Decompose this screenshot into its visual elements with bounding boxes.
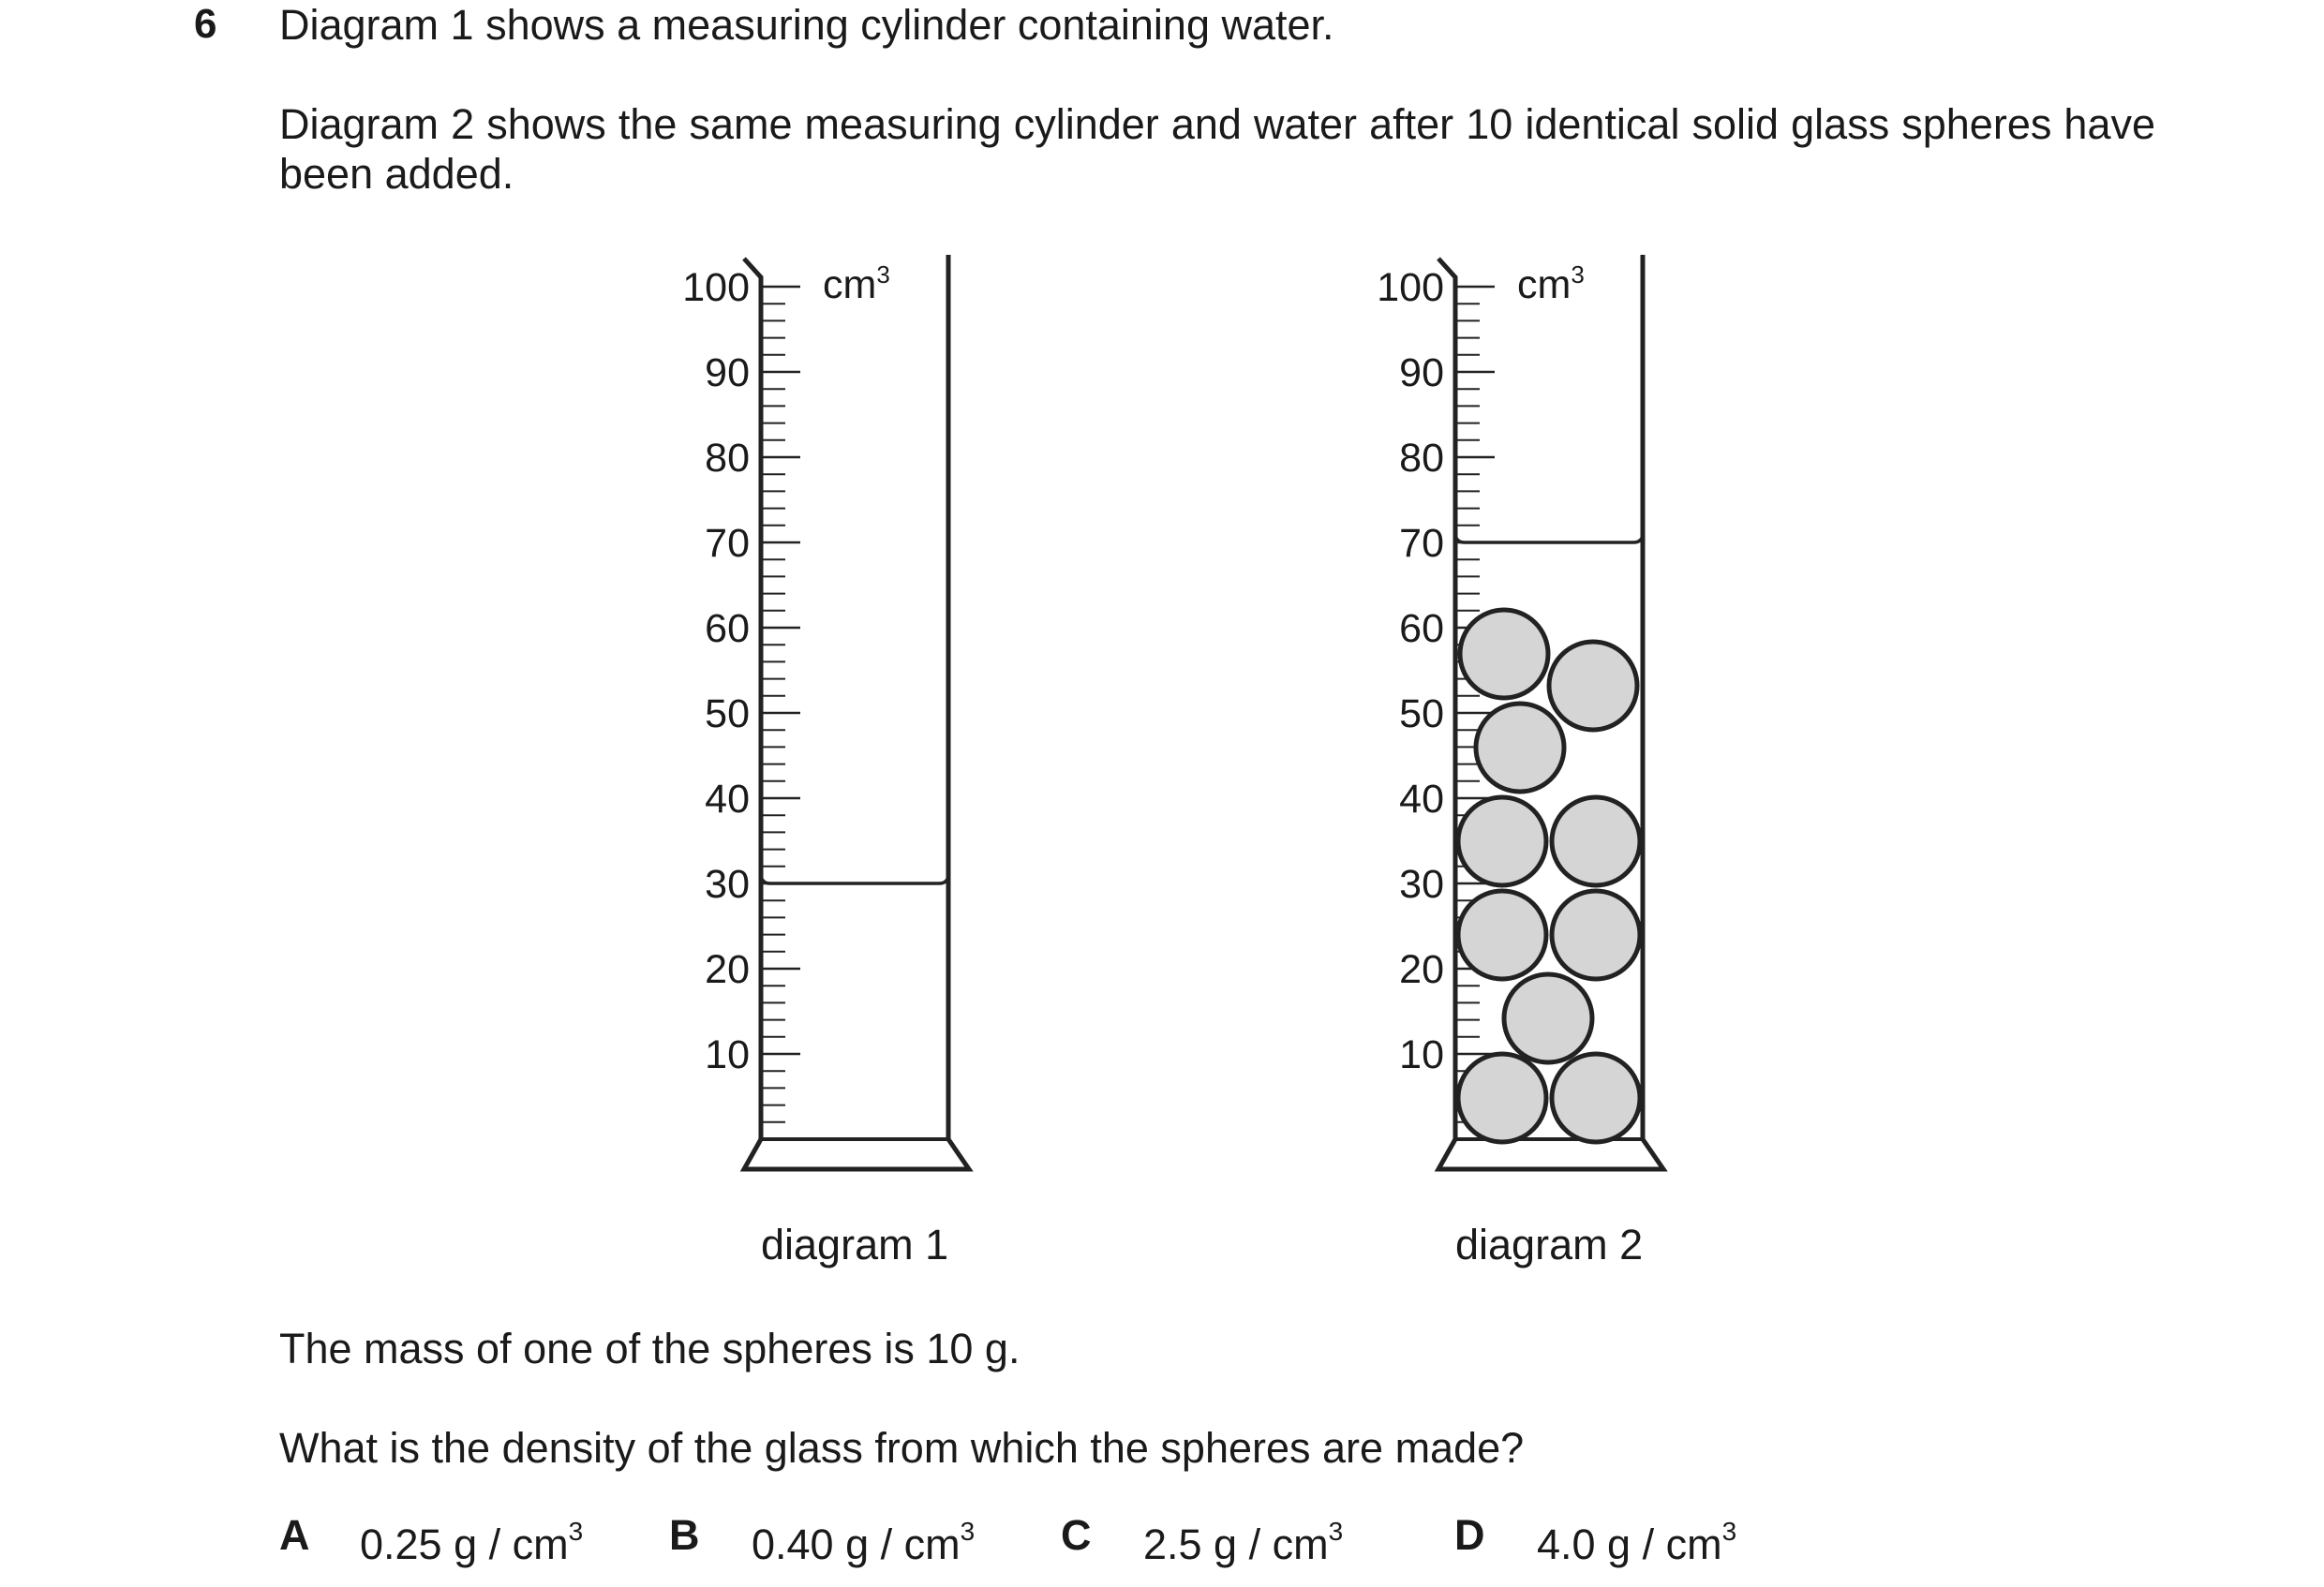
option-a[interactable] bbox=[279, 1510, 584, 1568]
glass-sphere bbox=[1552, 797, 1640, 885]
mass-statement: The mass of one of the spheres is 10 g. bbox=[279, 1325, 1020, 1372]
scale-label: 100 bbox=[1377, 265, 1444, 310]
scale-label: 100 bbox=[682, 265, 750, 310]
diagram-2-caption: diagram 2 bbox=[1455, 1221, 1644, 1268]
diagram-1-cylinder bbox=[682, 255, 969, 1169]
glass-sphere bbox=[1504, 974, 1592, 1062]
scale-label: 50 bbox=[1399, 691, 1444, 736]
cylinder-base bbox=[744, 1139, 969, 1169]
option-c[interactable] bbox=[1061, 1510, 1344, 1568]
option-d-letter: D bbox=[1454, 1511, 1485, 1559]
glass-sphere bbox=[1549, 642, 1637, 730]
glass-sphere bbox=[1460, 610, 1548, 698]
diagram-2-cylinder bbox=[1377, 255, 1663, 1169]
scale-label: 10 bbox=[1399, 1032, 1444, 1077]
scale-label: 10 bbox=[705, 1032, 750, 1077]
diagram-1-caption: diagram 1 bbox=[761, 1221, 949, 1268]
scale-label: 70 bbox=[705, 521, 750, 566]
option-c-value: 2.5 g / $cm^3$ bbox=[1143, 1517, 1344, 1568]
unit-label: $cm^3$ bbox=[823, 260, 890, 307]
glass-sphere bbox=[1476, 704, 1564, 792]
unit-label: $cm^3$ bbox=[1517, 260, 1585, 307]
scale-label: 80 bbox=[705, 436, 750, 481]
question-prompt: What is the density of the glass from which the spheres are made? bbox=[279, 1424, 1525, 1472]
scale-label: 40 bbox=[705, 777, 750, 822]
scale-label: 80 bbox=[1399, 436, 1444, 481]
scale-label: 60 bbox=[1399, 606, 1444, 651]
scale-label: 20 bbox=[705, 947, 750, 992]
scale-label: 70 bbox=[1399, 521, 1444, 566]
option-d-value: 4.0 g / $cm^3$ bbox=[1537, 1517, 1737, 1568]
glass-sphere bbox=[1458, 891, 1546, 979]
scale-label: 60 bbox=[705, 606, 750, 651]
glass-sphere bbox=[1458, 1054, 1546, 1142]
option-b-letter: B bbox=[669, 1511, 700, 1559]
scale-label: 50 bbox=[705, 691, 750, 736]
scale-label: 90 bbox=[1399, 350, 1444, 395]
intro-line-2: Diagram 2 shows the same measuring cylinder and water after 10 identical solid glass spheres have been added. bbox=[279, 100, 2155, 198]
glass-sphere bbox=[1458, 797, 1546, 885]
scale-label: 90 bbox=[705, 350, 750, 395]
scale-label: 40 bbox=[1399, 777, 1444, 822]
scale-label: 30 bbox=[1399, 862, 1444, 907]
water-surface bbox=[761, 874, 948, 883]
option-b-value: 0.40 g / $cm^3$ bbox=[752, 1517, 976, 1568]
cylinder-base bbox=[1438, 1139, 1663, 1169]
option-a-letter: A bbox=[279, 1511, 310, 1559]
glass-sphere bbox=[1552, 891, 1640, 979]
option-d[interactable] bbox=[1454, 1510, 1737, 1568]
intro-line-1: Diagram 1 shows a measuring cylinder containing water. bbox=[279, 1, 1334, 49]
scale-label: 30 bbox=[705, 862, 750, 907]
glass-sphere bbox=[1552, 1054, 1640, 1142]
option-a-value: 0.25 g / $cm^3$ bbox=[360, 1517, 584, 1568]
question-number: 6 bbox=[194, 1, 217, 47]
scale-label: 20 bbox=[1399, 947, 1444, 992]
water-surface bbox=[1455, 533, 1643, 542]
option-b[interactable] bbox=[669, 1510, 976, 1568]
option-c-letter: C bbox=[1061, 1511, 1092, 1559]
